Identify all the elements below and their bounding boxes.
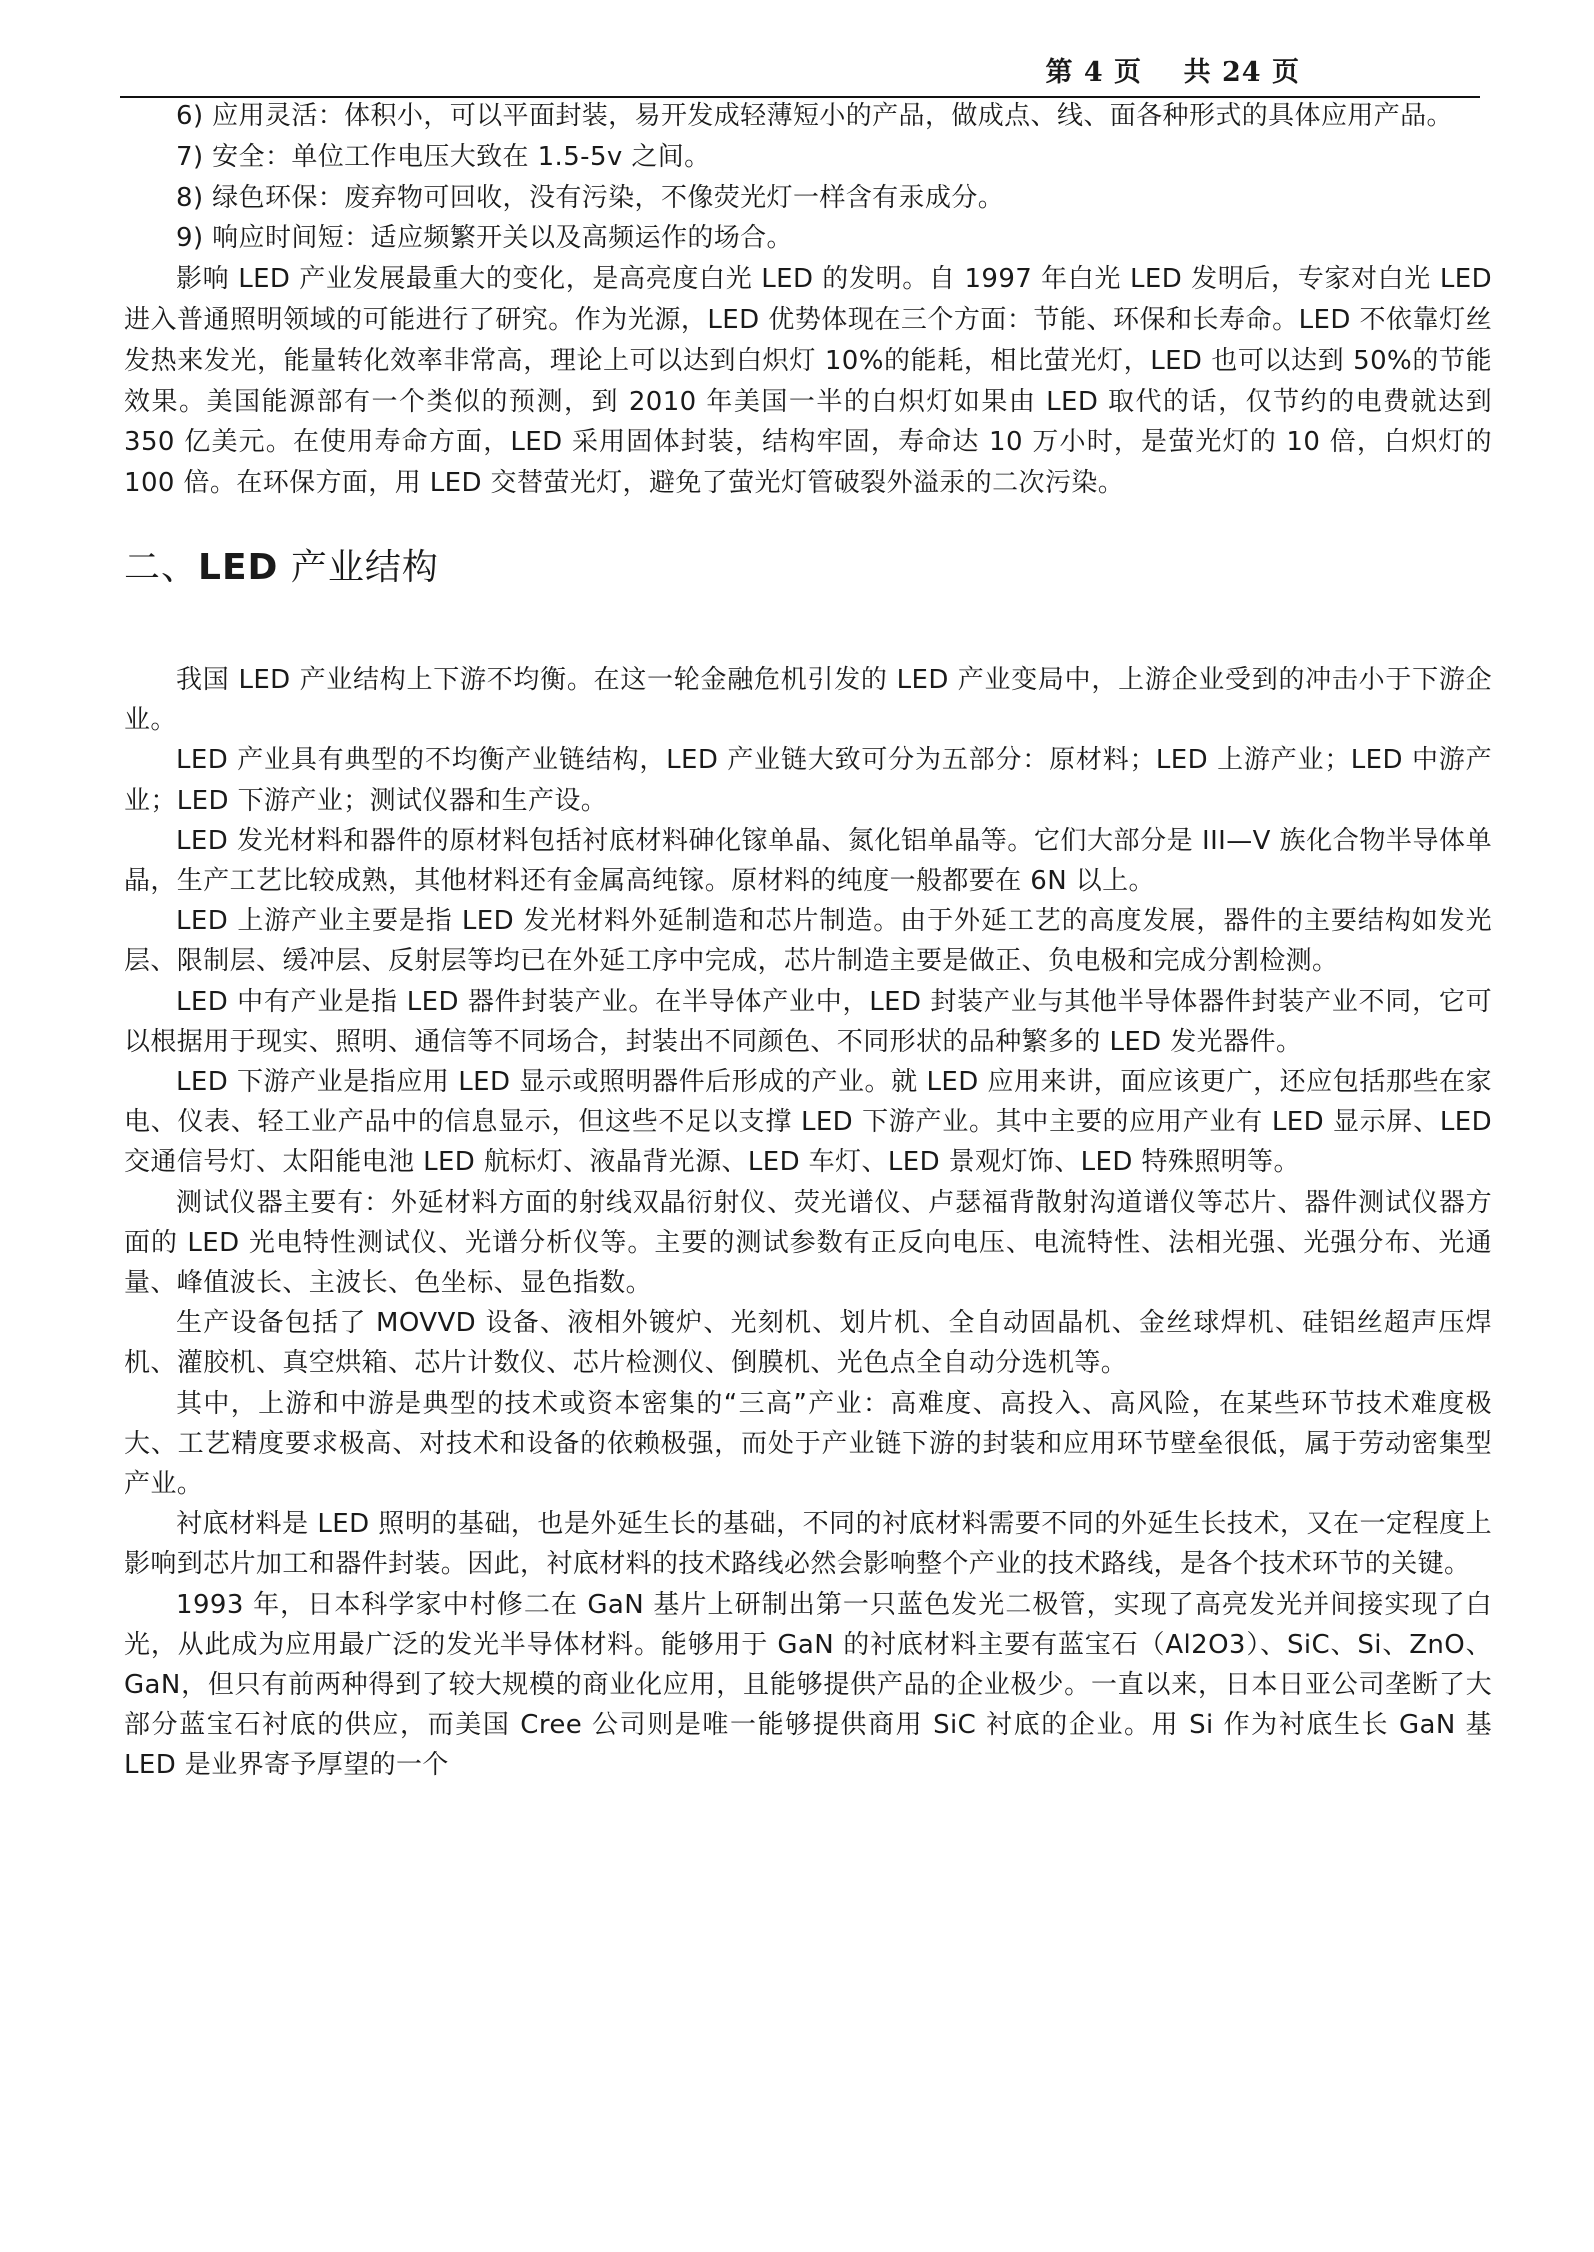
page-header (120, 48, 1480, 98)
body-paragraph: 1993 年，日本科学家中村修二在 GaN 基片上研制出第一只蓝色发光二极管，实现了高亮发光并间接实现了白光，从此成为应用最广泛的发光半导体材料。能够用于 GaN 的衬底材料主要有蓝宝石（Al2O3）、SiC、Si、ZnO、GaN，但只有前两种得到了较大规模的商业化应用，且能够提供产品的企业极少。一直以来，日本日亚公司垄断了大部分蓝宝石衬底的供应，而美国 Cree 公司则是唯一能够提供商用 SiC 衬底的企业。用 Si 作为衬底生长 GaN 基 LED 是业界寄予厚望的一个 (124, 1589, 1492, 1781)
body-paragraph: 我国 LED 产业结构上下游不均衡。在这一轮金融危机引发的 LED 产业变局中，上游企业受到的冲击小于下游企业。 (124, 664, 1492, 736)
body-paragraph: 生产设备包括了 MOVVD 设备、液相外镀炉、光刻机、划片机、全自动固晶机、金丝球焊机、硅铝丝超声压焊机、灌胶机、真空烘箱、芯片计数仪、芯片检测仪、倒膜机、光色点全自动分选机等。 (124, 1308, 1492, 1379)
section-heading-number: 二、 (124, 546, 199, 588)
page-indicator: 第 4 页 共 24 页 (1045, 57, 1300, 88)
section-heading-bold: LED (198, 546, 279, 588)
list-item-9: 9) 响应时间短：适应频繁开关以及高频运作的场合。 (176, 223, 793, 254)
section-heading (124, 544, 1492, 592)
body-paragraph: LED 上游产业主要是指 LED 发光材料外延制造和芯片制造。由于外延工艺的高度发展，器件的主要结构如发光层、限制层、缓冲层、反射层等均已在外延工序中完成，芯片制造主要是做正、负电极和完成分割检测。 (124, 906, 1492, 977)
body-paragraph: 影响 LED 产业发展最重大的变化，是高亮度白光 LED 的发明。自 1997 年白光 LED 发明后，专家对白光 LED 进入普通照明领域的可能进行了研究。作为光源，LED 优势体现在三个方面：节能、环保和长寿命。LED 不依靠灯丝发热来发光，能量转化效率非常高，理论上可以达到白炽灯 10%的能耗，相比萤光灯，LED 也可以达到 50%的节能效果。美国能源部有一个类似的预测，到 2010 年美国一半的白炽灯如果由 LED 取代的话，仅节约的电费就达到 350 亿美元。在使用寿命方面，LED 采用固体封装，结构牢固，寿命达 10 万小时，是萤光灯的 10 倍，白炽灯的 100 倍。在环保方面，用 LED 交替萤光灯，避免了萤光灯管破裂外溢汞的二次污染。 (124, 264, 1492, 499)
list-item-6: 6) 应用灵活：体积小，可以平面封装，易开发成轻薄短小的产品，做成点、线、面各种形式的具体应用产品。 (176, 101, 1453, 131)
body-paragraph: LED 发光材料和器件的原材料包括衬底材料砷化镓单晶、氮化铝单晶等。它们大部分是 III—V 族化合物半导体单晶，生产工艺比较成熟，其他材料还有金属高纯镓。原材料的纯度一般都要在 6N 以上。 (124, 825, 1492, 896)
list-item-8: 8) 绿色环保：废弃物可回收，没有污染，不像荧光灯一样含有汞成分。 (176, 182, 1005, 213)
list-item-7: 7) 安全：单位工作电压大致在 1.5-5v 之间。 (176, 141, 711, 172)
page-body (124, 96, 1492, 1786)
body-paragraph: 测试仪器主要有：外延材料方面的射线双晶衍射仪、荧光谱仪、卢瑟福背散射沟道谱仪等芯片、器件测试仪器方面的 LED 光电特性测试仪、光谱分析仪等。主要的测试参数有正反向电压、电流特性、法相光强、光强分布、光通量、峰值波长、主波长、色坐标、显色指数。 (124, 1187, 1492, 1299)
body-paragraph: LED 产业具有典型的不均衡产业链结构，LED 产业链大致可分为五部分：原材料；LED 上游产业；LED 中游产业；LED 下游产业；测试仪器和生产设。 (124, 745, 1492, 816)
body-paragraph: LED 中有产业是指 LED 器件封装产业。在半导体产业中，LED 封装产业与其他半导体器件封装产业不同，它可以根据用于现实、照明、通信等不同场合，封装出不同颜色、不同形状的品种繁多的 LED 发光器件。 (124, 986, 1492, 1057)
body-paragraph: 衬底材料是 LED 照明的基础，也是外延生长的基础，不同的衬底材料需要不同的外延生长技术，又在一定程度上影响到芯片加工和器件封装。因此，衬底材料的技术路线必然会影响整个产业的技术路线，是各个技术环节的关键。 (124, 1509, 1492, 1580)
body-paragraph: LED 下游产业是指应用 LED 显示或照明器件后形成的产业。就 LED 应用来讲，面应该更广，还应包括那些在家电、仪表、轻工业产品中的信息显示，但这些不足以支撑 LED 下游产业。其中主要的应用产业有 LED 显示屏、LED 交通信号灯、太阳能电池 LED 航标灯、液晶背光源、LED 车灯、LED 景观灯饰、LED 特殊照明等。 (124, 1067, 1492, 1178)
section-heading-text: 产业结构 (278, 546, 439, 588)
body-paragraph: 其中，上游和中游是典型的技术或资本密集的“三高”产业：高难度、高投入、高风险，在某些环节技术难度极大、工艺精度要求极高、对技术和设备的依赖极强，而处于产业链下游的封装和应用环节壁垒很低，属于劳动密集型产业。 (124, 1388, 1492, 1500)
